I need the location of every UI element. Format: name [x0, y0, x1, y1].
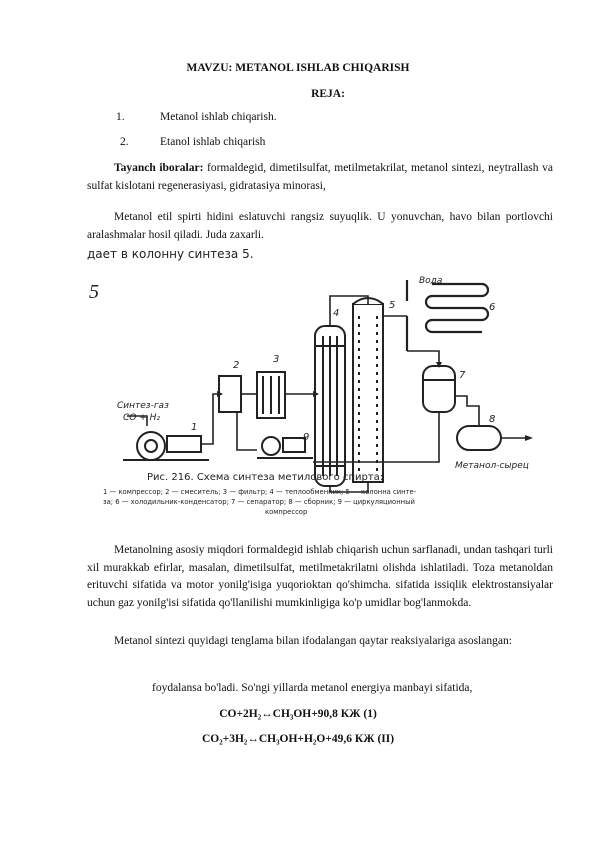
label-product: Метанол-сырец: [455, 461, 529, 471]
filter: [257, 372, 285, 418]
synthesis-text: Metanol sintezi quyidagi tenglama bilan ifodalangan qaytar reaksiyalariga asoslangan:: [114, 635, 512, 647]
figure-caption-legend: за; 6 — холодильник-конденсатор; 7 — сепаратор; 8 — сборник; 9 — циркуляционный: [103, 498, 415, 506]
label-syngas: Синтез-газ: [117, 401, 169, 411]
number-label: 7: [459, 370, 466, 381]
keywords-label: Tayanch iboralar:: [114, 162, 204, 174]
number-label: 5: [389, 300, 396, 311]
number-label: 1: [191, 422, 198, 433]
uses-text: Metanolning asosiy miqdori formaldegid ishlab chiqarish uchun sarflanadi, undan tashqari turli xil murakkab efirlar, masalan, dimetilsulfat, metilmetakrilatni olishda ishlatiladi. Toza metanoldan erituvchi sifatida va motor yonilg'isiga yuqorioktan qo'shimcha. sifatida issiqlik elektrostansiyalar uchun gaz yonilg'isi sifatida qo'llanilishi mumkinligiga ko'p umidlar bog'lanmokda.: [87, 544, 553, 609]
plan-heading: REJA:: [311, 88, 345, 100]
keywords-paragraph: [87, 160, 553, 195]
figure-caption-legend: 1 — компрессор; 2 — смеситель; 3 — фильтр; 4 — теплообменник; 5 — колонна синте-: [103, 488, 417, 496]
figure-top-text: дает в колонну синтеза 5.: [87, 247, 254, 261]
number-label: 4: [333, 308, 340, 319]
number-label: 6: [489, 302, 496, 313]
figure-caption-title: Рис. 216. Схема синтеза метилового спирта:: [147, 472, 384, 483]
equation-1: CO+2H₂↔CH₃OH+90,8 КЖ (1): [219, 708, 377, 720]
keywords-text: formaldegid, dimetilsulfat, metilmetakrilat, metanol sintezi, neytrallash va sulfat kislotani regenerasiyasi, gidratasiya minorasi,: [87, 162, 553, 192]
page-title: MAVZU: METANOL ISHLAB CHIQARISH: [186, 62, 410, 74]
plan-item-number: 1.: [116, 111, 125, 123]
label-syngas-formula: CO + H₂: [123, 413, 161, 423]
figure-caption-legend: компрессор: [265, 508, 308, 516]
separator: [423, 366, 455, 412]
plan-item-number: 2.: [120, 136, 129, 148]
figure-number-fragment: 5: [89, 281, 99, 303]
equation-2: CO₂+3H₂↔CH₃OH+H₂O+49,6 КЖ (II): [201, 733, 395, 745]
collector-tank: [457, 426, 501, 450]
number-label: 9: [303, 432, 310, 443]
synthesis-column: [353, 298, 383, 482]
number-label: 2: [233, 360, 240, 371]
energy-line: foydalansa bo'ladi. So'ngi yillarda metanol energiya manbayi sifatida,: [152, 682, 473, 694]
label-water: Вода: [419, 276, 443, 286]
number-label: 8: [489, 414, 496, 425]
plan-item-text: Metanol ishlab chiqarish.: [160, 111, 277, 123]
intro-text: Metanol etil spirti hidini eslatuvchi rangsiz suyuqlik. U yonuvchan, havo bilan portlovchi aralashmalar hosil qiladi. Juda zaxarli.: [87, 211, 553, 241]
intro-paragraph: [87, 209, 553, 244]
plan-item-text: Etanol ishlab chiqarish: [160, 136, 266, 148]
number-label: 3: [273, 354, 280, 365]
synthesis-paragraph: [87, 633, 553, 651]
methanol-synthesis-diagram: [87, 246, 556, 524]
uses-paragraph: [87, 542, 553, 612]
